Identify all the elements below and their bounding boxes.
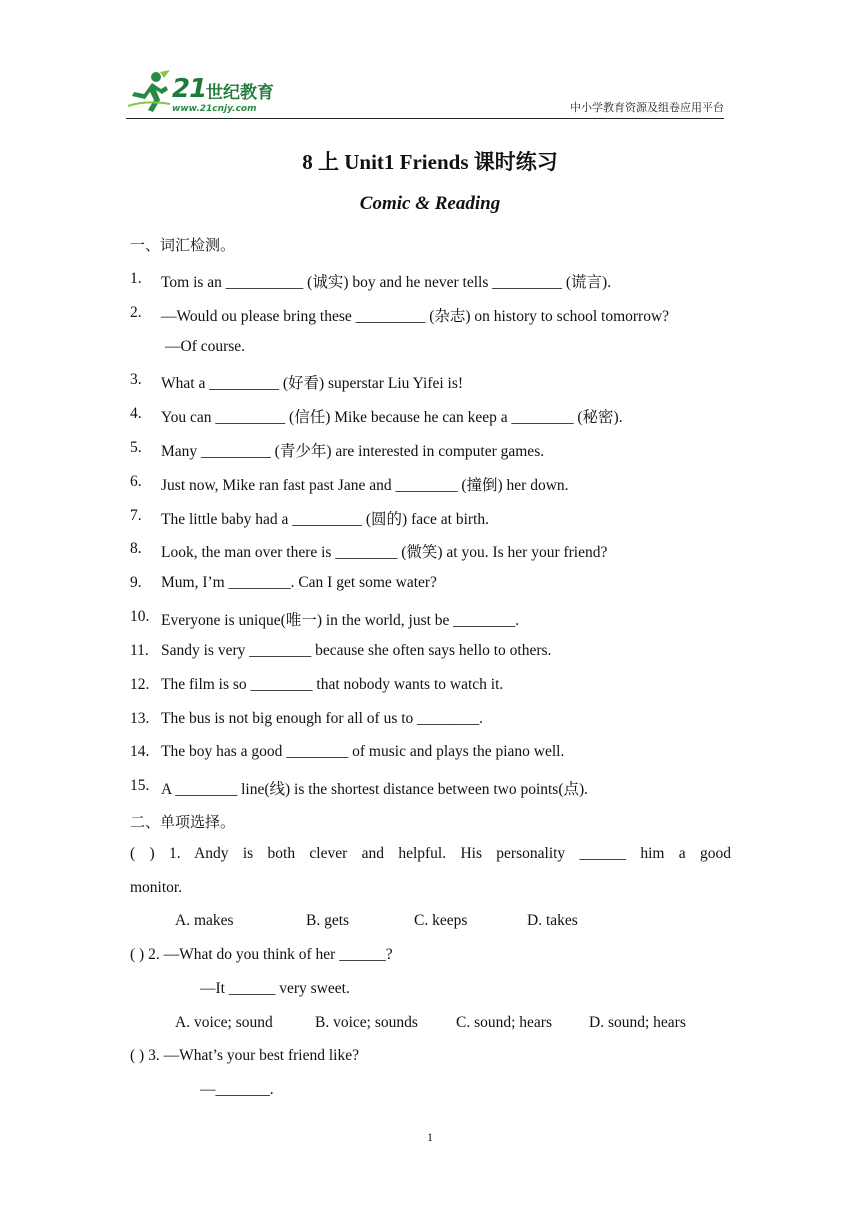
question-text: Mum, I’m ________. Can I get some water? [161,574,437,591]
option-c: C. keeps [414,912,468,929]
question-text: The film is so ________ that nobody wants to watch it. [161,676,504,693]
question-text: Sandy is very ________ because she often says hello to others. [161,642,552,659]
question-text: Everyone is unique(唯一) in the world, just be ________. [161,612,520,629]
question-text: The little baby had a _________ (圆的) face at birth. [161,511,489,528]
item-number: 13. [130,710,150,727]
item-number: 9. [130,574,142,591]
item-number: 15. [130,777,150,794]
question-text: —Would ou please bring these _________ (杂志) on history to school tomorrow? [161,308,670,325]
mc-question-3-continuation: —_______. [200,1081,274,1098]
item-number: 14. [130,743,150,760]
option-a: A. makes [175,912,234,929]
page-subtitle: Comic & Reading [359,193,501,214]
logo-number: 21 [172,74,207,104]
question-continuation: —Of course. [165,338,246,355]
item-number: 12. [130,676,150,693]
option-a: A. voice; sound [175,1014,273,1031]
item-number: 1. [130,270,142,287]
question-text: What a _________ (好看) superstar Liu Yifei is! [161,375,464,392]
question-text: The boy has a good ________ of music and plays the piano well. [161,743,565,760]
page-title: 8 上 Unit1 Friends 课时练习 [302,150,558,174]
mc-question-1-continuation: monitor. [130,879,183,896]
item-number: 3. [130,371,142,388]
mc-question-2-continuation: —It ______ very sweet. [200,980,350,997]
item-number: 8. [130,540,142,557]
option-b: B. voice; sounds [315,1014,418,1031]
item-number: 11. [130,642,149,659]
item-number: 7. [130,507,142,524]
header-platform-text: 中小学教育资源及组卷应用平台 [570,101,724,114]
item-number: 4. [130,405,142,422]
logo-url: www.21cnjy.com [172,104,257,114]
logo-text: 世纪教育 [206,83,274,103]
item-number: 2. [130,304,142,321]
item-number: 5. [130,439,142,456]
mc-options-1 [175,912,578,930]
runner-logo-icon [126,70,172,114]
section-heading-vocabulary: 一、词汇检测。 [130,236,236,254]
item-number: 10. [130,608,150,625]
option-d: D. sound; hears [589,1014,686,1031]
question-text: Many _________ (青少年) are interested in computer games. [161,443,545,460]
mc-question-2: ( ) 2. —What do you think of her ______? [130,946,393,963]
option-b: B. gets [306,912,350,929]
question-text: You can _________ (信任) Mike because he can keep a ________ (秘密). [161,409,623,426]
item-number: 6. [130,473,142,490]
question-text: The bus is not big enough for all of us to ________. [161,710,484,727]
page-number: 1 [427,1130,433,1144]
mc-options-2 [175,1014,686,1032]
page-header [126,70,724,119]
question-text: Tom is an __________ (诚实) boy and he never tells _________ (谎言). [161,274,612,291]
question-text: A ________ line(线) is the shortest distance between two points(点). [161,781,589,798]
question-text: Just now, Mike ran fast past Jane and ________ (撞倒) her down. [161,477,569,494]
question-text: Look, the man over there is ________ (微笑) at you. Is her your friend? [161,544,608,561]
section-heading-multiple-choice: 二、单项选择。 [130,813,236,831]
mc-question-3: ( ) 3. —What’s your best friend like? [130,1047,359,1064]
option-c: C. sound; hears [456,1014,553,1031]
logo [126,70,296,116]
option-d: D. takes [527,912,578,929]
mc-question-1: ( ) 1. Andy is both clever and helpful. His personality ______ him a good [130,845,731,862]
